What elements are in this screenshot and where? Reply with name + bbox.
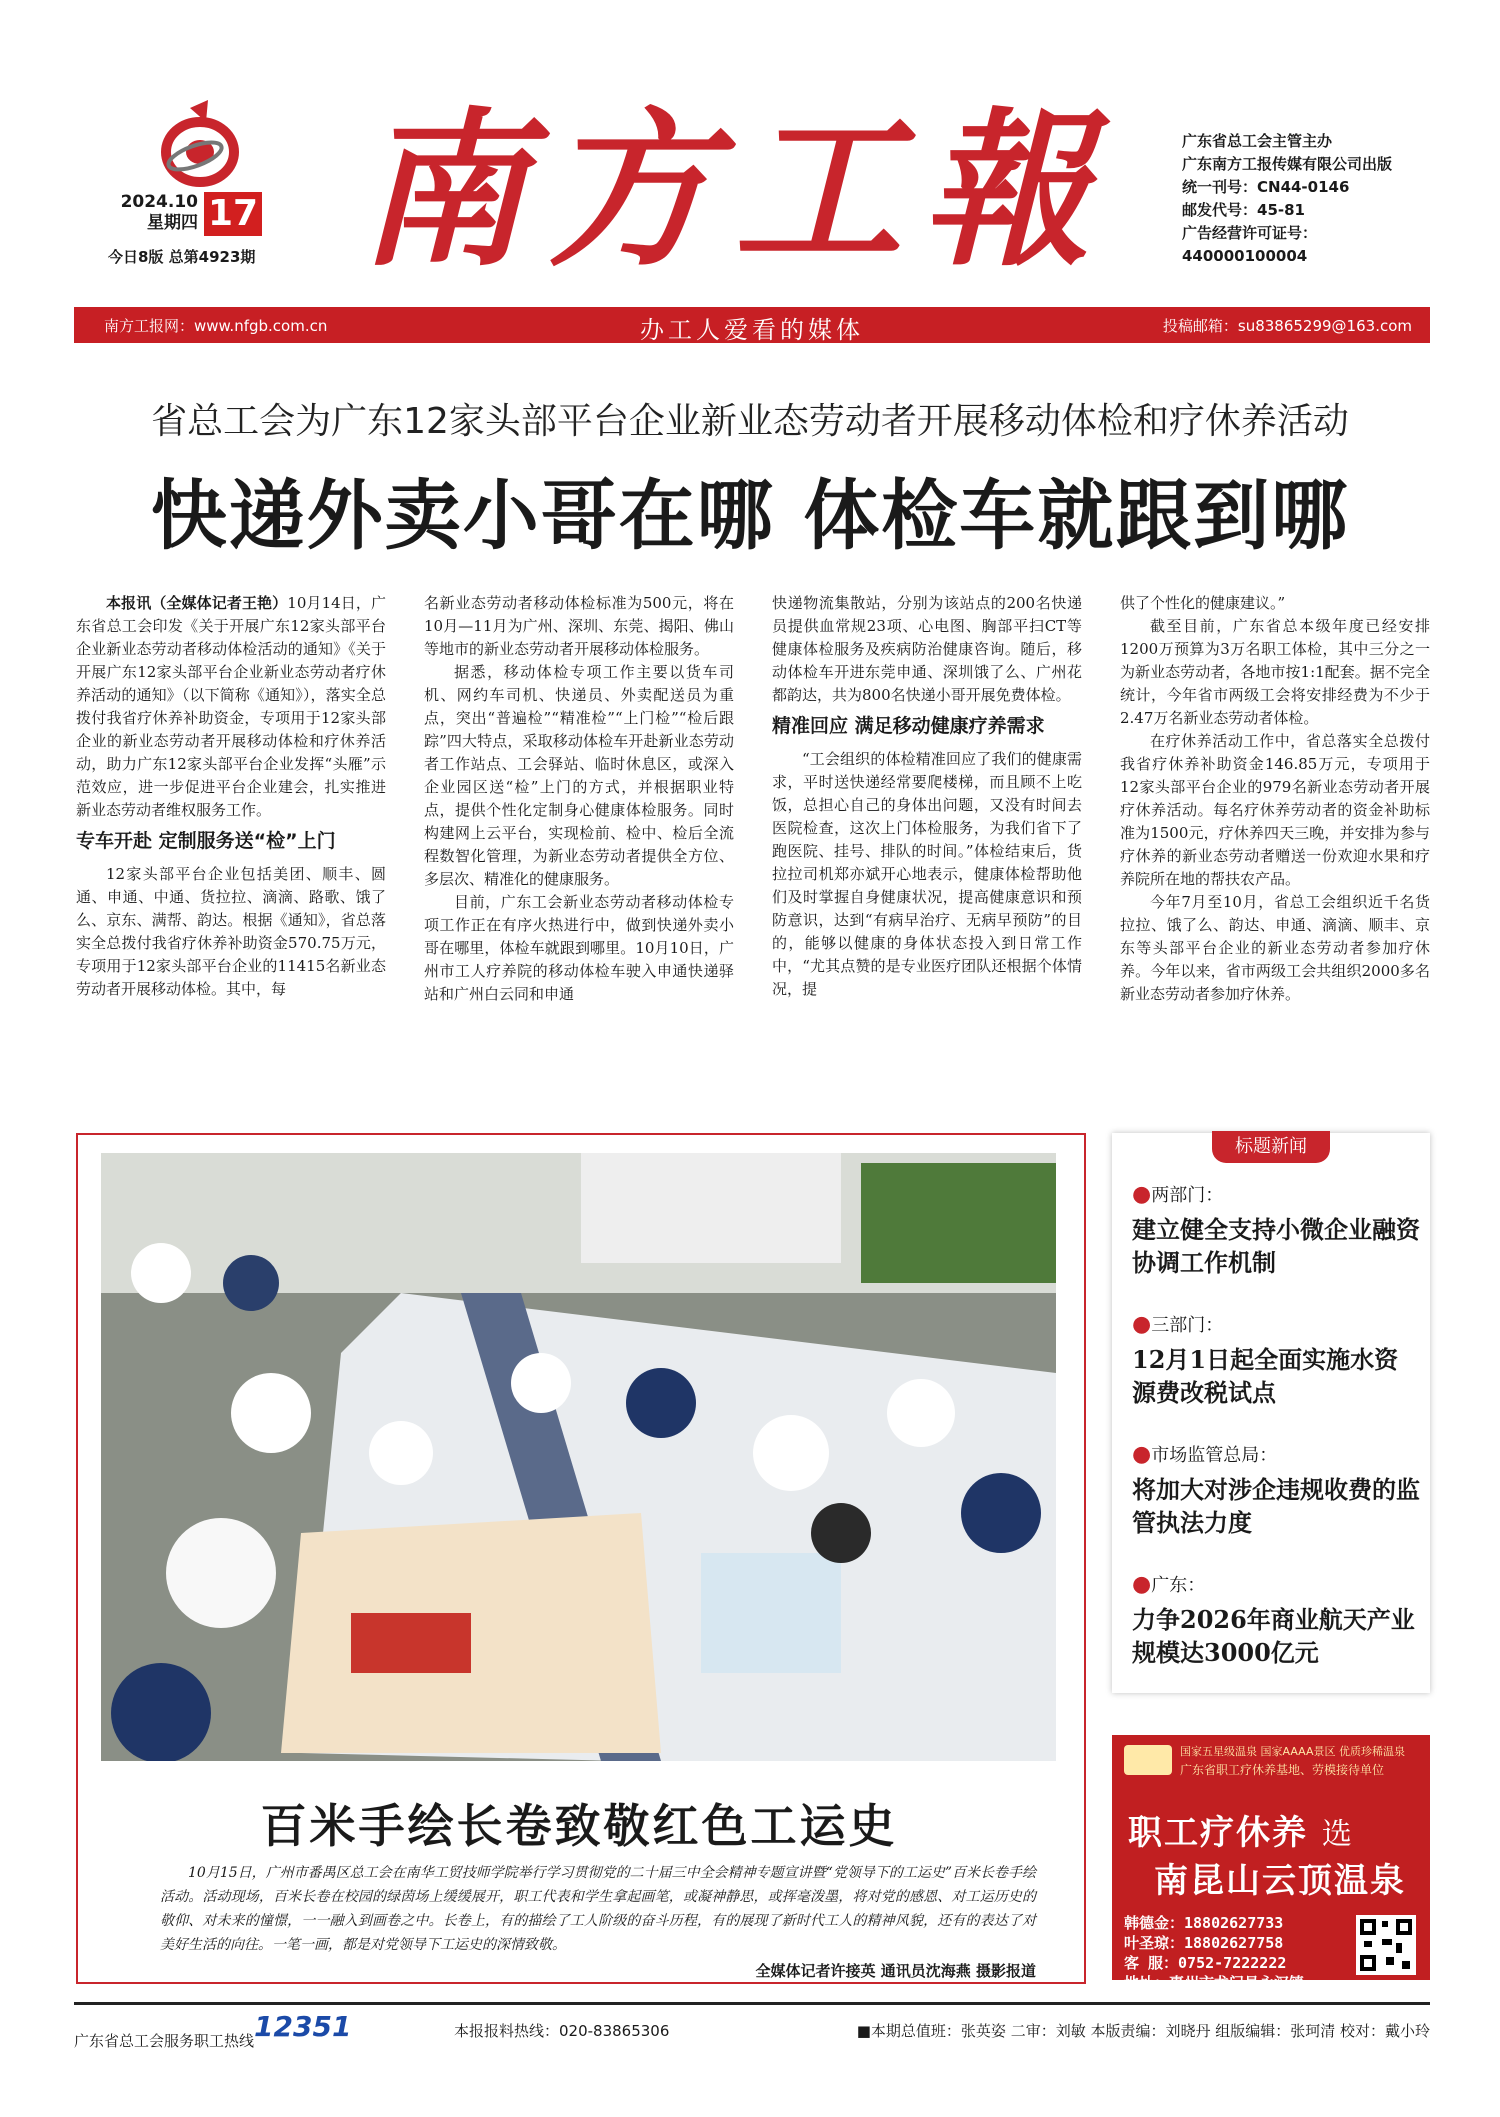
brief-headline: 12月1日起全面实施水资源费改税试点: [1132, 1345, 1399, 1407]
publisher-line: 广告经营许可证号：: [1182, 224, 1318, 242]
scroll-painting-photo: [101, 1153, 1056, 1761]
editorial-staff: ■本期总值班：张英姿 二审：刘敏 本版责编：刘晓丹 组版编辑：张珂清 校对：戴小玲: [856, 2022, 1430, 2040]
publisher-line: 广东南方工报传媒有限公司出版: [1182, 155, 1393, 173]
ad-contact: 韩德金：18802627733: [1124, 1914, 1284, 1932]
publisher-info: [1182, 130, 1392, 268]
brief-headline: 将加大对涉企违规收费的监管执法力度: [1132, 1475, 1420, 1537]
brief-item[interactable]: [1132, 1441, 1422, 1539]
paragraph: 名新业态劳动者移动体检标准为500元，将在10月—11月为广州、深圳、东莞、揭阳、佛山等地市的新业态劳动者开展移动体检服务。: [424, 594, 734, 658]
paragraph: 目前，广东工会新业态劳动者移动体检专项工作正在有序火热进行中，做到快递外卖小哥在哪里，体检车就跟到哪里。10月10日，广州市工人疗养院的移动体检车驶入申通快递驿站和广州白云同和申通: [424, 893, 734, 1003]
newspaper-title: 南方工報: [358, 91, 1110, 289]
article-column-2: [424, 592, 734, 1006]
hot-spring-advertisement[interactable]: [1112, 1735, 1430, 1992]
submission-email[interactable]: 投稿邮箱：su83865299@163.com: [1162, 317, 1412, 335]
subheading: 精准回应 满足移动健康疗养需求: [772, 715, 1045, 737]
paragraph: 快递物流集散站，分别为该站点的200名快递员提供血常规23项、心电图、胸部平扫CT等健康体检服务及疾病防治健康咨询。随后，移动体检车开进东莞申通、深圳饿了么、广州花都韵达，共为800名快递小哥开展免费体检。: [772, 594, 1082, 704]
ad-contacts: [1124, 1913, 1304, 1993]
issue-day: 17: [204, 192, 262, 236]
bullet-icon: ●: [1132, 1182, 1152, 1207]
paragraph: 在疗休养活动工作中，省总落实全总拨付我省疗休养补助资金146.85万元，专项用于12家头部平台企业的979名新业态劳动者开展疗休养活动。每名疗休养劳动者的资金补助标准为1500元，疗休养四天三晚，并安排为参与疗休养的新业态劳动者赠送一份欢迎水果和疗养院所在地的帮扶农产品。: [1120, 732, 1430, 888]
paragraph: 10月14日，广东省总工会印发《关于开展广东12家头部平台企业新业态劳动者移动体检活动的通知》《关于开展广东12家头部平台企业新业态劳动者疗休养活动的通知》（以下简称《通知》），落实全总拨付我省疗休养补助资金，专项用于12家头部企业的新业态劳动者开展移动体检和疗休养活动，助力广东12家头部平台企业发挥“头雁”示范效应，进一步促进平台企业建会，扎实推进新业态劳动者维权服务工作。: [76, 594, 386, 819]
masthead-band: [74, 307, 1430, 343]
issue-month: 2024.10: [120, 192, 198, 212]
paragraph: 据悉，移动体检专项工作主要以货车司机、网约车司机、快递员、外卖配送员为重点，突出“普遍检”“精准检”“上门检”“检后跟踪”四大特点，采取移动体检车开赴新业态劳动者工作站点、工会驿站、临时休息区，或深入企业园区送“检”上门的方式，并根据职业特点，提供个性化定制身心健康体检服务。同时构建网上云平台，实现检前、检中、检后全流程数智化管理，为新业态劳动者提供全方位、多层次、精准化的健康服务。: [424, 663, 734, 888]
news-briefs-box: [1112, 1133, 1430, 1693]
bullet-icon: ●: [1132, 1442, 1152, 1467]
publisher-line: 统一刊号：CN44-0146: [1182, 178, 1350, 196]
hotline-label: 广东省总工会服务职工热线: [74, 2032, 255, 2050]
brief-item[interactable]: [1132, 1181, 1422, 1279]
paragraph: 截至目前，广东省总本级年度已经安排1200万预算为3万名职工体检，其中三分之一为新业态劳动者，各地市按1:1配套。据不完全统计，今年省市两级工会将安排经费为不少于2.47万名新业态劳动者体检。: [1120, 617, 1430, 727]
report-hotline: 本报报料热线：020-83865306: [454, 2022, 670, 2040]
publisher-line: 广东省总工会主管主办: [1182, 132, 1333, 150]
brief-source: 两部门：: [1151, 1185, 1224, 1206]
article-column-3: [772, 592, 1082, 1001]
ad-address: 地址：惠州市龙门县永汉镇: [1124, 1974, 1305, 1992]
website-link[interactable]: 南方工报网：www.nfgb.com.cn: [104, 317, 328, 335]
ad-contact: 叶圣琼：18802627758: [1124, 1934, 1284, 1952]
article-column-4: [1120, 592, 1430, 1006]
briefs-label: 标题新闻: [1212, 1131, 1330, 1163]
publisher-line: 邮发代号：45-81: [1182, 201, 1305, 219]
bullet-icon: ●: [1132, 1312, 1152, 1337]
paragraph: 12家头部平台企业包括美团、顺丰、圆通、申通、中通、货拉拉、滴滴、路歌、饿了么、京东、满帮、韵达。根据《通知》，省总落实全总拨付我省疗休养补助资金570.75万元，专项用于12家头部平台企业的11415名新业态劳动者开展移动体检。其中，每: [76, 865, 386, 998]
brief-source: 广东：: [1151, 1575, 1206, 1596]
paragraph: 今年7月至10月，省总工会组织近千名货拉拉、饿了么、韵达、申通、滴滴、顺丰、京东等头部平台企业的新业态劳动者参加疗休养。今年以来，省市两级工会共组织2000多名新业态劳动者参加疗休养。: [1120, 893, 1430, 1003]
issue-date: [108, 192, 278, 236]
brief-source: 三部门：: [1151, 1315, 1224, 1336]
brief-item[interactable]: [1132, 1311, 1422, 1409]
paragraph: 供了个性化的健康建议。”: [1120, 594, 1286, 612]
photo-story-body: [160, 1861, 1036, 1957]
brief-headline: 建立健全支持小微企业融资协调工作机制: [1132, 1215, 1420, 1277]
byline: 本报讯（全媒体记者王艳）: [106, 594, 288, 612]
brief-headline: 力争2026年商业航天产业规模达3000亿元: [1132, 1605, 1415, 1667]
resort-logo-icon: [1124, 1745, 1172, 1775]
paragraph: 10月15日，广州市番禺区总工会在南华工贸技师学院举行学习贯彻党的二十届三中全会精神专题宣讲暨“党领导下的工运史”百米长卷手绘活动。活动现场，百米长卷在校园的绿茵场上缓缓展开，职工代表和学生拿起画笔，或凝神静思，或挥毫泼墨，将对党的感恩、对工运历史的敬仰、对未来的憧憬，一一融入到画卷之中。长卷上，有的描绘了工人阶级的奋斗历程，有的展现了新时代工人的精神风貌，还有的表达了对美好生活的向往。一笔一画，都是对党领导下工运史的深情致敬。: [160, 1865, 1036, 1953]
paragraph: “工会组织的体检精准回应了我们的健康需求，平时送快递经常要爬楼梯，而且顾不上吃饭，总担心自己的身体出问题，又没有时间去医院检查，这次上门体检服务，为我们省下了跑医院、挂号、排队的时间。”体检结束后，货拉拉司机郑亦斌开心地表示，健康体检帮助他们及时掌握自身健康状况，提高健康意识和预防意识，达到“有病早治疗、无病早预防”的目的，能够以健康的身体状态投入到日常工作中，“尤其点赞的是专业医疗团队还根据个体情况，提: [772, 750, 1082, 998]
footer-rule: [74, 2002, 1430, 2005]
ad-headline: 职工疗休养: [1128, 1813, 1308, 1853]
subheading: 专车开赴 定制服务送“检”上门: [76, 830, 336, 852]
lead-kicker: 省总工会为广东12家头部平台企业新业态劳动者开展移动体检和疗休养活动: [151, 401, 1349, 442]
ad-headline-select: 选: [1321, 1817, 1354, 1852]
photo-story-title: 百米手绘长卷致敬红色工运史: [260, 1799, 898, 1853]
photo-credit: 全媒体记者许接英 通讯员沈海燕 摄影报道: [755, 1962, 1036, 1980]
hotline-number: 12351: [254, 2010, 352, 2043]
ad-resort-name: 南昆山云顶温泉: [1154, 1861, 1406, 1901]
brief-item[interactable]: [1132, 1571, 1422, 1669]
article-column-1: [76, 592, 386, 1001]
bullet-icon: ●: [1132, 1572, 1152, 1597]
publisher-line: 440000100004: [1182, 247, 1308, 265]
ad-tagline: 广东省职工疗休养基地、劳模接待单位: [1180, 1763, 1385, 1777]
ad-tagline: 国家五星级温泉 国家AAAA景区 优质珍稀温泉: [1180, 1745, 1406, 1758]
qr-code-icon[interactable]: [1356, 1915, 1416, 1975]
ad-contact: 客 服：0752-7222222: [1124, 1954, 1287, 1972]
edition-info: 今日8版 总第4923期: [108, 248, 256, 266]
slogan: 办工人爱看的媒体: [640, 316, 864, 344]
issue-weekday: 星期四: [147, 213, 198, 233]
brief-source: 市场监管总局：: [1151, 1445, 1278, 1466]
lead-headline: 快递外卖小哥在哪 体检车就跟到哪: [150, 471, 1350, 560]
newspaper-logo-icon: [160, 100, 240, 190]
